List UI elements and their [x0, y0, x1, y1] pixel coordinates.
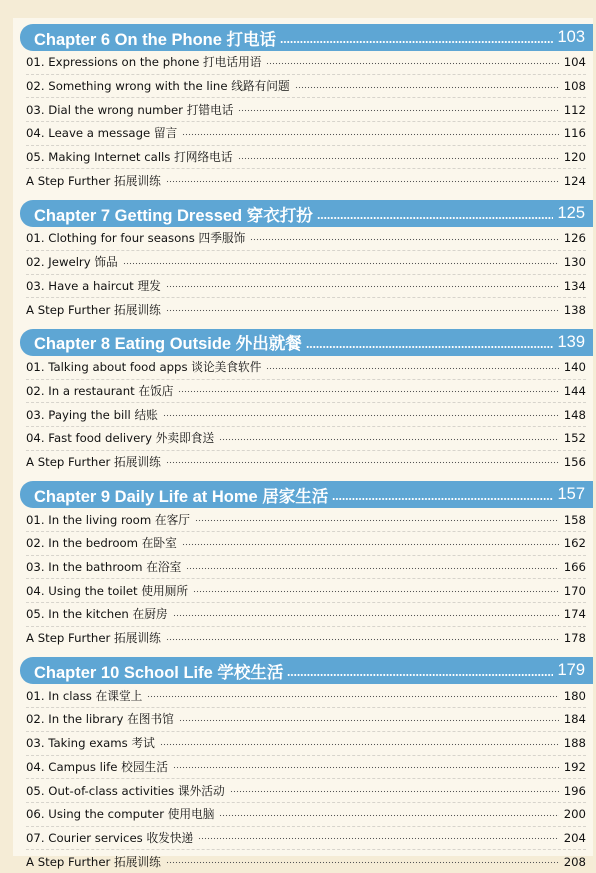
entry-page-number: 208 — [563, 854, 586, 869]
entry-list — [26, 684, 586, 873]
entry-title: 03. Paying the bill 结账 — [26, 407, 158, 422]
entry-page-number: 200 — [563, 807, 586, 822]
entry-title: 02. In the bedroom 在卧室 — [26, 536, 177, 551]
entry-title: 06. Using the computer 使用电脑 — [26, 807, 215, 822]
toc-page — [13, 18, 593, 869]
toc-entry[interactable] — [26, 850, 586, 873]
entry-list — [26, 356, 586, 473]
entry-title: 03. Have a haircut 理发 — [26, 278, 161, 293]
chapter-9 — [13, 481, 593, 649]
entry-page-number: 170 — [563, 583, 586, 598]
entry-title: A Step Further 拓展训练 — [26, 854, 161, 869]
chapter-title: Chapter 6 On the Phone 打电话 — [34, 30, 277, 49]
entry-title: 02. Something wrong with the line 线路有问题 — [26, 79, 290, 94]
entry-page-number: 204 — [563, 830, 586, 845]
toc-entry[interactable] — [26, 556, 586, 580]
entry-page-number: 140 — [563, 360, 586, 375]
chapter-page-number: 179 — [557, 661, 585, 680]
chapter-page-number: 103 — [557, 28, 585, 46]
chapter-6 — [13, 24, 593, 192]
leader-dots — [173, 766, 559, 769]
leader-dots — [238, 157, 559, 160]
entry-title: A Step Further 拓展训练 — [26, 173, 161, 188]
toc-entry[interactable] — [26, 122, 586, 146]
leader-dots — [147, 695, 558, 698]
entry-page-number: 116 — [563, 126, 586, 141]
chapter-10 — [13, 657, 593, 873]
leader-dots — [317, 216, 554, 220]
leader-dots — [166, 461, 559, 464]
entry-title: 02. In the library 在图书馆 — [26, 712, 174, 727]
entry-title: 05. Out-of-class activities 课外活动 — [26, 783, 225, 798]
leader-dots — [160, 743, 559, 746]
toc-entry[interactable] — [26, 732, 586, 756]
entry-page-number: 156 — [563, 454, 586, 469]
leader-dots — [182, 133, 558, 136]
toc-entry[interactable] — [26, 146, 586, 170]
toc-entry[interactable] — [26, 827, 586, 851]
toc-entry[interactable] — [26, 508, 586, 532]
toc-entry[interactable] — [26, 51, 586, 75]
leader-dots — [266, 367, 558, 370]
entry-title: 04. Campus life 校园生活 — [26, 759, 168, 774]
leader-dots — [219, 814, 558, 817]
entry-page-number: 144 — [563, 383, 586, 398]
leader-dots — [195, 519, 559, 522]
entry-page-number: 104 — [563, 55, 586, 70]
toc-entry[interactable] — [26, 627, 586, 650]
entry-page-number: 148 — [563, 407, 586, 422]
entry-page-number: 124 — [563, 173, 586, 188]
entry-title: 02. In a restaurant 在饭店 — [26, 383, 174, 398]
toc-entry[interactable] — [26, 579, 586, 603]
chapter-title: Chapter 8 Eating Outside 外出就餐 — [34, 335, 302, 354]
chapter-heading[interactable] — [20, 481, 593, 508]
toc-entry[interactable] — [26, 427, 586, 451]
entry-title: 03. Taking exams 考试 — [26, 736, 155, 751]
entry-page-number: 192 — [563, 759, 586, 774]
chapter-heading[interactable] — [20, 200, 593, 227]
toc-entry[interactable] — [26, 380, 586, 404]
entry-title: 01. Talking about food apps 谈论美食软件 — [26, 360, 262, 375]
leader-dots — [166, 861, 559, 864]
entry-title: 01. In the living room 在客厅 — [26, 512, 190, 527]
leader-dots — [238, 109, 558, 112]
entry-page-number: 188 — [563, 736, 586, 751]
entry-page-number: 130 — [563, 255, 586, 270]
leader-dots — [173, 614, 559, 617]
leader-dots — [182, 543, 559, 546]
chapter-heading[interactable] — [20, 24, 593, 51]
leader-dots — [193, 590, 559, 593]
toc-entry[interactable] — [26, 603, 586, 627]
leader-dots — [198, 837, 558, 840]
toc-entry[interactable] — [26, 403, 586, 427]
entry-page-number: 196 — [563, 783, 586, 798]
entry-title: A Step Further 拓展训练 — [26, 302, 161, 317]
entry-page-number: 126 — [563, 231, 586, 246]
chapter-page-number: 157 — [557, 485, 585, 504]
entry-page-number: 152 — [563, 431, 586, 446]
entry-page-number: 158 — [563, 512, 586, 527]
leader-dots — [163, 414, 559, 417]
entry-title: 04. Using the toilet 使用厕所 — [26, 583, 189, 598]
leader-dots — [178, 390, 558, 393]
chapter-title: Chapter 7 Getting Dressed 穿衣打扮 — [34, 206, 313, 225]
leader-dots — [219, 438, 559, 441]
toc-entry[interactable] — [26, 98, 586, 122]
toc-entry[interactable] — [26, 251, 586, 275]
toc-entry[interactable] — [26, 169, 586, 192]
toc-entry[interactable] — [26, 756, 586, 780]
entry-page-number: 166 — [563, 560, 586, 575]
entry-title: 01. Expressions on the phone 打电话用语 — [26, 55, 262, 70]
leader-dots — [266, 62, 558, 65]
leader-dots — [179, 719, 559, 722]
entry-list — [26, 508, 586, 649]
toc-entry[interactable] — [26, 684, 586, 708]
leader-dots — [166, 180, 559, 183]
entry-list — [26, 227, 586, 321]
chapter-page-number: 139 — [557, 332, 585, 351]
entry-title: 03. Dial the wrong number 打错电话 — [26, 102, 234, 117]
entry-page-number: 184 — [563, 712, 586, 727]
leader-dots — [186, 567, 558, 570]
chapter-title: Chapter 9 Daily Life at Home 居家生活 — [34, 487, 329, 506]
entry-title: 03. In the bathroom 在浴室 — [26, 560, 182, 575]
entry-title: 01. Clothing for four seasons 四季服饰 — [26, 231, 246, 246]
entry-title: A Step Further 拓展训练 — [26, 631, 161, 646]
leader-dots — [332, 497, 553, 501]
toc-entry[interactable] — [26, 532, 586, 556]
chapter-heading[interactable] — [20, 657, 593, 684]
entry-page-number: 134 — [563, 278, 586, 293]
toc-entry[interactable] — [26, 356, 586, 380]
toc-entry[interactable] — [26, 451, 586, 474]
entry-page-number: 178 — [563, 631, 586, 646]
toc-entry[interactable] — [26, 227, 586, 251]
toc-entry[interactable] — [26, 708, 586, 732]
entry-title: 04. Leave a message 留言 — [26, 126, 178, 141]
entry-page-number: 180 — [563, 688, 586, 703]
entry-list — [26, 51, 586, 192]
entry-page-number: 174 — [563, 607, 586, 622]
chapter-8 — [13, 329, 593, 473]
toc-entry[interactable] — [26, 75, 586, 99]
entry-page-number: 112 — [563, 102, 586, 117]
leader-dots — [230, 790, 559, 793]
toc-entry[interactable] — [26, 275, 586, 299]
leader-dots — [166, 309, 559, 312]
entry-page-number: 138 — [563, 302, 586, 317]
entry-title: 05. In the kitchen 在厨房 — [26, 607, 168, 622]
chapter-7 — [13, 200, 593, 321]
toc-entry[interactable] — [26, 298, 586, 321]
leader-dots — [166, 285, 559, 288]
entry-title: 02. Jewelry 饰品 — [26, 255, 118, 270]
leader-dots — [166, 638, 559, 641]
leader-dots — [306, 345, 554, 349]
leader-dots — [280, 40, 553, 44]
leader-dots — [250, 238, 558, 241]
entry-page-number: 108 — [563, 79, 586, 94]
leader-dots — [123, 262, 559, 265]
chapter-page-number: 125 — [557, 204, 585, 223]
leader-dots — [287, 673, 553, 677]
chapter-heading[interactable] — [20, 329, 593, 356]
entry-title: 05. Making Internet calls 打网络电话 — [26, 150, 233, 165]
entry-title: A Step Further 拓展训练 — [26, 454, 161, 469]
entry-title: 07. Courier services 收发快递 — [26, 830, 194, 845]
toc-entry[interactable] — [26, 779, 586, 803]
toc-entry[interactable] — [26, 803, 586, 827]
entry-title: 04. Fast food delivery 外卖即食送 — [26, 431, 215, 446]
entry-page-number: 162 — [563, 536, 586, 551]
entry-title: 01. In class 在课堂上 — [26, 688, 143, 703]
chapter-title: Chapter 10 School Life 学校生活 — [34, 663, 284, 682]
entry-page-number: 120 — [563, 150, 586, 165]
leader-dots — [295, 86, 559, 89]
